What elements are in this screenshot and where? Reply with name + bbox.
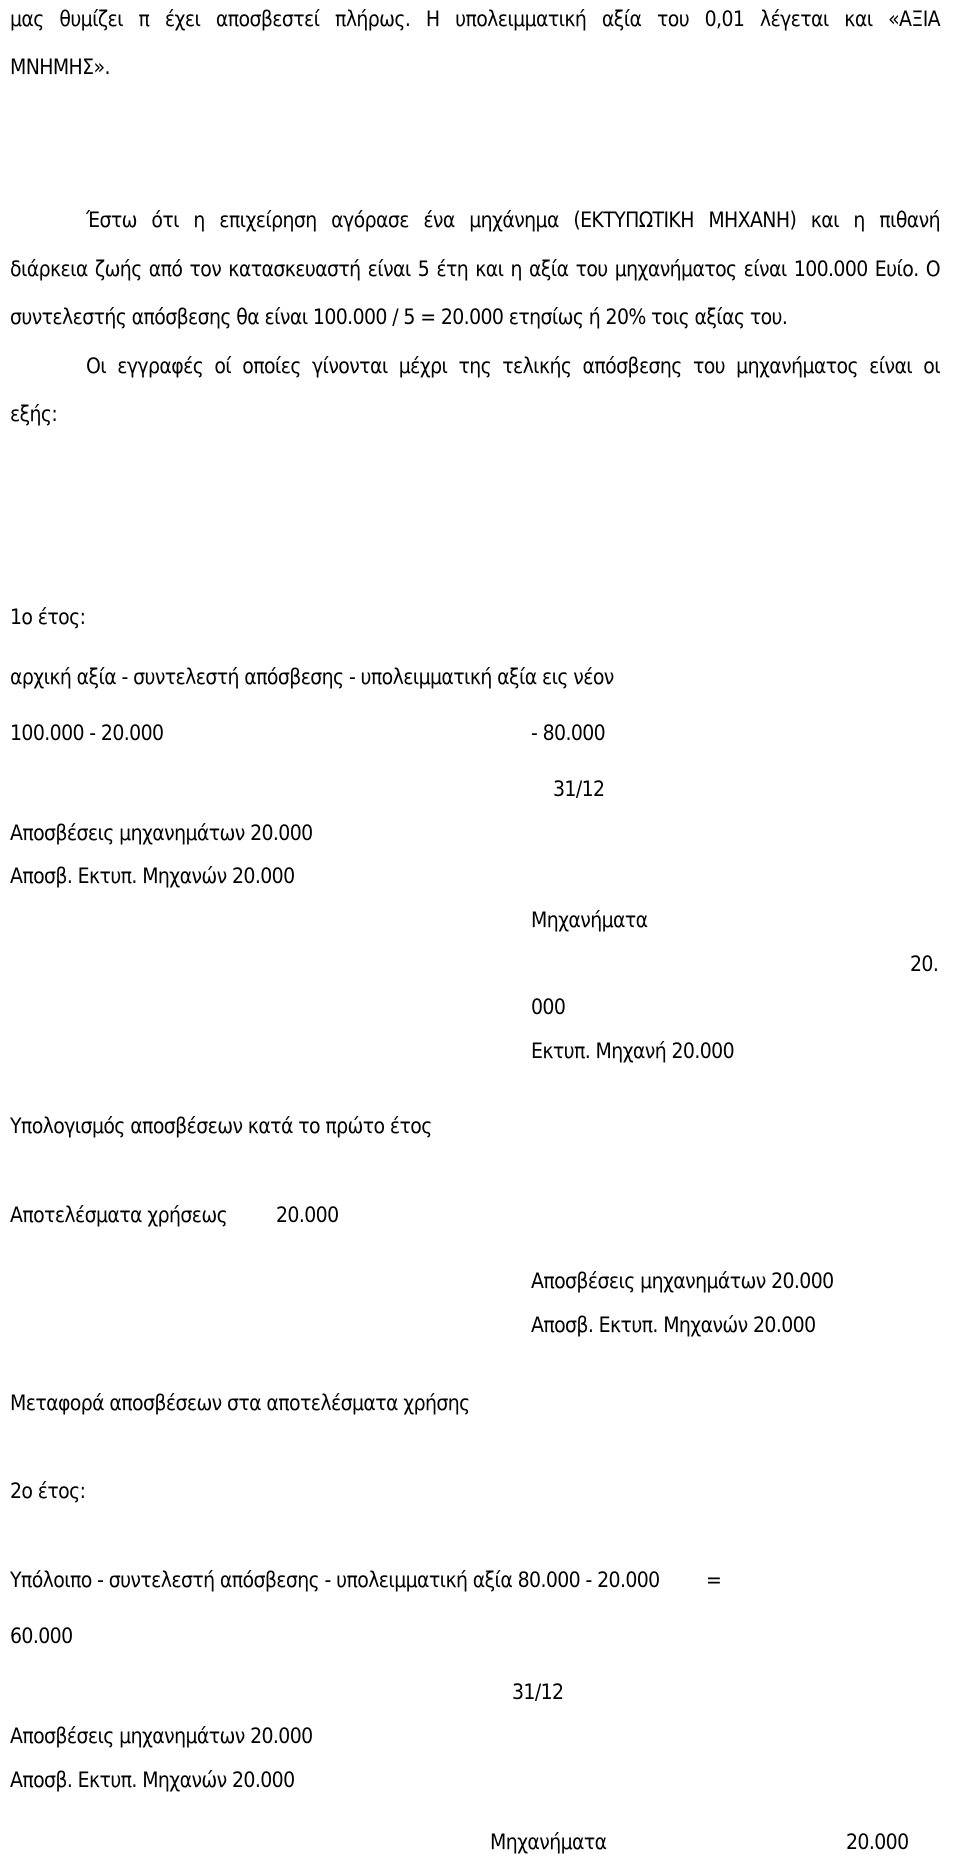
example-line-1: Έστω ότι η επιχείρηση αγόρασε ένα μηχάνημα (ΕΚΤΥΠΩΤΙΚΗ ΜΗΧΑΝΗ) και η πιθανή xyxy=(86,208,940,232)
year1-credit-1-amount-b: 000 xyxy=(531,995,566,1019)
intro-line-1: μας θυμίζει π έχει αποσβεστεί πλήρως. Η υπολειμματική αξία του 0,01 λέγεται και «ΑΞΙΑ xyxy=(10,7,940,31)
year1-entry1-caption: Υπολογισμός αποσβέσεων κατά το πρώτο έτος xyxy=(10,1114,432,1138)
year1-calc-left: 100.000 - 20.000 xyxy=(10,721,164,745)
year1-credit-2: Εκτυπ. Μηχανή 20.000 xyxy=(531,1039,735,1063)
year1-results-credit-1: Αποσβέσεις μηχανημάτων 20.000 xyxy=(531,1269,834,1293)
example-line-5: εξής: xyxy=(10,402,58,426)
year1-credit-1-label: Μηχανήματα xyxy=(531,908,648,932)
year2-credit-1-amount: 20.000 xyxy=(846,1830,909,1854)
year2-equals: = xyxy=(706,1568,722,1592)
year2-debit-1: Αποσβέσεις μηχανημάτων 20.000 xyxy=(10,1724,313,1748)
intro-line-2: ΜΝΗΜΗΣ». xyxy=(10,55,110,79)
year1-calc-right: - 80.000 xyxy=(531,721,606,745)
year2-credit-1-label: Μηχανήματα xyxy=(490,1830,607,1854)
year1-formula: αρχική αξία - συντελεστή απόσβεσης - υπολειμματική αξία εις νέον xyxy=(10,665,614,689)
year1-debit-1: Αποσβέσεις μηχανημάτων 20.000 xyxy=(10,821,313,845)
year1-results-credit-2: Αποσβ. Εκτυπ. Μηχανών 20.000 xyxy=(531,1313,816,1337)
year1-results-debit: Αποτελέσματα χρήσεως xyxy=(10,1203,228,1227)
year2-debit-2: Αποσβ. Εκτυπ. Μηχανών 20.000 xyxy=(10,1768,295,1792)
year1-entry2-caption: Μεταφορά αποσβέσεων στα αποτελέσματα χρήσης xyxy=(10,1391,470,1415)
example-line-3: συντελεστής απόσβεσης θα είναι 100.000 / 5 = 20.000 ετησίως ή 20% τοις αξίας του. xyxy=(10,305,788,329)
year2-result: 60.000 xyxy=(10,1624,73,1648)
example-line-4: Οι εγγραφές οί οποίες γίνονται μέχρι της τελικής απόσβεσης του μηχανήματος είναι οι xyxy=(86,354,940,378)
year2-heading: 2ο έτος: xyxy=(10,1479,86,1503)
year1-credit-1-amount-a: 20. xyxy=(910,952,939,976)
year2-formula: Υπόλοιπο - συντελεστή απόσβεσης - υπολειμματική αξία 80.000 - 20.000 xyxy=(10,1568,660,1592)
year1-date: 31/12 xyxy=(553,777,605,801)
year1-debit-2: Αποσβ. Εκτυπ. Μηχανών 20.000 xyxy=(10,864,295,888)
year2-date: 31/12 xyxy=(512,1680,564,1704)
example-line-2: διάρκεια ζωής από τον κατασκευαστή είναι 5 έτη και η αξία του μηχανήματος είναι 100.000 Ευίο. Ο xyxy=(10,257,940,281)
year1-results-amount: 20.000 xyxy=(276,1203,339,1227)
year1-heading: 1ο έτος: xyxy=(10,605,86,629)
